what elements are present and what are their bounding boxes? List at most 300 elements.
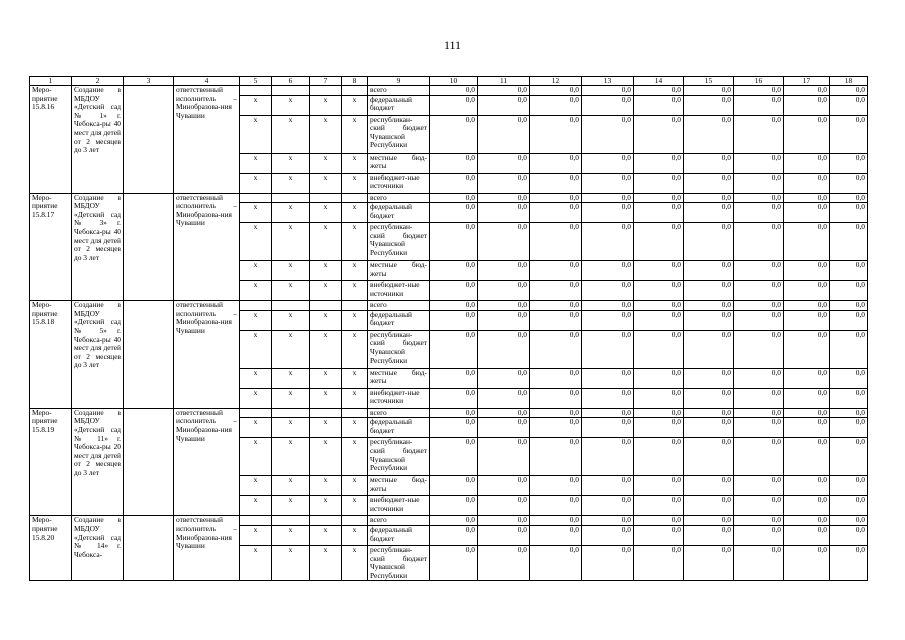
amount-cell: 0,0 xyxy=(530,368,582,388)
x-mark: x xyxy=(272,438,310,476)
code-cell xyxy=(272,301,310,311)
executor: ответственный исполнитель – Минобразова-ния Чувашии xyxy=(174,86,240,194)
x-mark: x xyxy=(272,545,310,580)
x-mark: x xyxy=(272,223,310,261)
amount-cell: 0,0 xyxy=(734,525,784,545)
x-mark: x xyxy=(272,496,310,516)
amount-cell: 0,0 xyxy=(830,545,868,580)
col-header: 3 xyxy=(124,77,174,86)
amount-cell: 0,0 xyxy=(784,418,830,438)
amount-cell: 0,0 xyxy=(784,281,830,301)
amount-cell: 0,0 xyxy=(784,86,830,96)
amount-cell: 0,0 xyxy=(582,281,634,301)
x-mark: x xyxy=(310,525,342,545)
amount-cell: 0,0 xyxy=(634,496,684,516)
x-mark: x xyxy=(240,545,272,580)
amount-cell: 0,0 xyxy=(634,95,684,115)
amount-cell: 0,0 xyxy=(830,496,868,516)
amount-cell: 0,0 xyxy=(478,173,530,193)
amount-cell: 0,0 xyxy=(684,476,734,496)
amount-cell: 0,0 xyxy=(530,310,582,330)
measure-code: Меро-приятие 15.8.18 xyxy=(30,301,72,409)
amount-cell: 0,0 xyxy=(734,115,784,153)
x-mark: x xyxy=(310,95,342,115)
amount-cell: 0,0 xyxy=(830,203,868,223)
amount-cell: 0,0 xyxy=(430,203,478,223)
code-cell xyxy=(342,193,368,203)
amount-cell: 0,0 xyxy=(582,86,634,96)
page-number: 111 xyxy=(443,38,462,52)
amount-cell: 0,0 xyxy=(634,408,684,418)
col-header: 17 xyxy=(784,77,830,86)
amount-cell: 0,0 xyxy=(734,95,784,115)
amount-cell: 0,0 xyxy=(734,223,784,261)
x-mark: x xyxy=(240,173,272,193)
amount-cell: 0,0 xyxy=(784,476,830,496)
x-mark: x xyxy=(272,525,310,545)
amount-cell: 0,0 xyxy=(734,330,784,368)
amount-cell: 0,0 xyxy=(684,418,734,438)
funding-row-total xyxy=(30,516,868,526)
amount-cell: 0,0 xyxy=(582,330,634,368)
x-mark: x xyxy=(240,115,272,153)
amount-cell: 0,0 xyxy=(430,223,478,261)
amount-cell: 0,0 xyxy=(430,95,478,115)
code-cell xyxy=(240,516,272,526)
x-mark: x xyxy=(272,418,310,438)
x-mark: x xyxy=(310,203,342,223)
code-cell xyxy=(342,408,368,418)
x-mark: x xyxy=(310,115,342,153)
x-mark: x xyxy=(272,95,310,115)
amount-cell: 0,0 xyxy=(784,95,830,115)
x-mark: x xyxy=(240,330,272,368)
col-header: 11 xyxy=(478,77,530,86)
x-mark: x xyxy=(272,173,310,193)
funding-row-total xyxy=(30,301,868,311)
code-cell xyxy=(272,408,310,418)
empty-cell xyxy=(124,86,174,194)
col-header: 10 xyxy=(430,77,478,86)
amount-cell: 0,0 xyxy=(784,330,830,368)
amount-cell: 0,0 xyxy=(582,95,634,115)
executor: ответственный исполнитель – Минобразова-ния Чувашии xyxy=(174,301,240,409)
amount-cell: 0,0 xyxy=(478,203,530,223)
x-mark: x xyxy=(240,476,272,496)
col-header: 13 xyxy=(582,77,634,86)
amount-cell: 0,0 xyxy=(582,223,634,261)
amount-cell: 0,0 xyxy=(582,173,634,193)
amount-cell: 0,0 xyxy=(784,153,830,173)
amount-cell: 0,0 xyxy=(430,173,478,193)
x-mark: x xyxy=(342,368,368,388)
amount-cell: 0,0 xyxy=(634,330,684,368)
funding-source-label: федеральный бюджет xyxy=(368,525,430,545)
amount-cell: 0,0 xyxy=(734,86,784,96)
amount-cell: 0,0 xyxy=(734,408,784,418)
amount-cell: 0,0 xyxy=(634,281,684,301)
x-mark: x xyxy=(240,310,272,330)
amount-cell: 0,0 xyxy=(734,418,784,438)
funding-source-label: республикан-ский бюджет Чувашской Республики xyxy=(368,545,430,580)
code-cell xyxy=(272,193,310,203)
col-header: 15 xyxy=(684,77,734,86)
funding-source-label: всего xyxy=(368,86,430,96)
amount-cell: 0,0 xyxy=(734,281,784,301)
amount-cell: 0,0 xyxy=(478,261,530,281)
amount-cell: 0,0 xyxy=(430,310,478,330)
amount-cell: 0,0 xyxy=(530,115,582,153)
amount-cell: 0,0 xyxy=(830,310,868,330)
amount-cell: 0,0 xyxy=(478,388,530,408)
amount-cell: 0,0 xyxy=(634,418,684,438)
measure-name: Создание в МБДОУ «Детский сад № 5» г. Чебокса-ры 40 мест для детей от 2 месяцев до 3 лет xyxy=(72,301,124,409)
amount-cell: 0,0 xyxy=(784,496,830,516)
amount-cell: 0,0 xyxy=(530,545,582,580)
amount-cell: 0,0 xyxy=(634,193,684,203)
amount-cell: 0,0 xyxy=(582,438,634,476)
amount-cell: 0,0 xyxy=(634,476,684,496)
amount-cell: 0,0 xyxy=(530,223,582,261)
amount-cell: 0,0 xyxy=(478,330,530,368)
amount-cell: 0,0 xyxy=(734,388,784,408)
amount-cell: 0,0 xyxy=(530,281,582,301)
amount-cell: 0,0 xyxy=(530,408,582,418)
amount-cell: 0,0 xyxy=(582,408,634,418)
amount-cell: 0,0 xyxy=(634,261,684,281)
amount-cell: 0,0 xyxy=(830,408,868,418)
col-header: 2 xyxy=(72,77,124,86)
amount-cell: 0,0 xyxy=(684,203,734,223)
amount-cell: 0,0 xyxy=(478,281,530,301)
amount-cell: 0,0 xyxy=(582,545,634,580)
amount-cell: 0,0 xyxy=(684,388,734,408)
funding-source-label: всего xyxy=(368,516,430,526)
amount-cell: 0,0 xyxy=(478,525,530,545)
col-header: 18 xyxy=(830,77,868,86)
amount-cell: 0,0 xyxy=(830,86,868,96)
x-mark: x xyxy=(272,115,310,153)
amount-cell: 0,0 xyxy=(784,173,830,193)
funding-row-total xyxy=(30,193,868,203)
amount-cell: 0,0 xyxy=(784,310,830,330)
amount-cell: 0,0 xyxy=(478,223,530,261)
amount-cell: 0,0 xyxy=(530,203,582,223)
amount-cell: 0,0 xyxy=(582,418,634,438)
x-mark: x xyxy=(342,496,368,516)
amount-cell: 0,0 xyxy=(582,388,634,408)
amount-cell: 0,0 xyxy=(530,193,582,203)
amount-cell: 0,0 xyxy=(530,95,582,115)
amount-cell: 0,0 xyxy=(582,496,634,516)
amount-cell: 0,0 xyxy=(530,330,582,368)
amount-cell: 0,0 xyxy=(582,516,634,526)
amount-cell: 0,0 xyxy=(430,496,478,516)
amount-cell: 0,0 xyxy=(684,173,734,193)
amount-cell: 0,0 xyxy=(634,173,684,193)
col-header: 12 xyxy=(530,77,582,86)
funding-source-label: местные бюд-жеты xyxy=(368,261,430,281)
amount-cell: 0,0 xyxy=(530,86,582,96)
x-mark: x xyxy=(310,388,342,408)
x-mark: x xyxy=(240,223,272,261)
code-cell xyxy=(272,86,310,96)
amount-cell: 0,0 xyxy=(734,368,784,388)
amount-cell: 0,0 xyxy=(582,203,634,223)
empty-cell xyxy=(124,301,174,409)
amount-cell: 0,0 xyxy=(634,545,684,580)
amount-cell: 0,0 xyxy=(430,330,478,368)
amount-cell: 0,0 xyxy=(530,261,582,281)
amount-cell: 0,0 xyxy=(830,95,868,115)
amount-cell: 0,0 xyxy=(582,476,634,496)
amount-cell: 0,0 xyxy=(734,438,784,476)
x-mark: x xyxy=(240,525,272,545)
measure-code: Меро-приятие 15.8.16 xyxy=(30,86,72,194)
x-mark: x xyxy=(272,261,310,281)
funding-source-label: всего xyxy=(368,408,430,418)
funding-source-label: внебюджет-ные источники xyxy=(368,496,430,516)
amount-cell: 0,0 xyxy=(684,281,734,301)
x-mark: x xyxy=(342,476,368,496)
amount-cell: 0,0 xyxy=(478,408,530,418)
amount-cell: 0,0 xyxy=(530,438,582,476)
code-cell xyxy=(272,516,310,526)
amount-cell: 0,0 xyxy=(684,115,734,153)
amount-cell: 0,0 xyxy=(684,438,734,476)
x-mark: x xyxy=(310,310,342,330)
executor: ответственный исполнитель – Минобразова-ния Чувашии xyxy=(174,516,240,581)
x-mark: x xyxy=(342,95,368,115)
amount-cell: 0,0 xyxy=(634,115,684,153)
amount-cell: 0,0 xyxy=(684,496,734,516)
x-mark: x xyxy=(342,545,368,580)
empty-cell xyxy=(124,516,174,581)
funding-source-label: республикан-ский бюджет Чувашской Республики xyxy=(368,330,430,368)
amount-cell: 0,0 xyxy=(530,496,582,516)
funding-source-label: местные бюд-жеты xyxy=(368,153,430,173)
code-cell xyxy=(240,86,272,96)
amount-cell: 0,0 xyxy=(734,193,784,203)
amount-cell: 0,0 xyxy=(634,223,684,261)
amount-cell: 0,0 xyxy=(430,525,478,545)
amount-cell: 0,0 xyxy=(684,408,734,418)
x-mark: x xyxy=(310,223,342,261)
code-cell xyxy=(240,408,272,418)
amount-cell: 0,0 xyxy=(634,388,684,408)
col-header: 1 xyxy=(30,77,72,86)
amount-cell: 0,0 xyxy=(430,418,478,438)
amount-cell: 0,0 xyxy=(830,173,868,193)
amount-cell: 0,0 xyxy=(684,330,734,368)
amount-cell: 0,0 xyxy=(430,281,478,301)
x-mark: x xyxy=(342,388,368,408)
amount-cell: 0,0 xyxy=(530,173,582,193)
funding-source-label: всего xyxy=(368,193,430,203)
amount-cell: 0,0 xyxy=(634,86,684,96)
col-header: 4 xyxy=(174,77,240,86)
amount-cell: 0,0 xyxy=(530,516,582,526)
amount-cell: 0,0 xyxy=(734,476,784,496)
col-header: 9 xyxy=(368,77,430,86)
x-mark: x xyxy=(310,496,342,516)
amount-cell: 0,0 xyxy=(830,368,868,388)
x-mark: x xyxy=(272,281,310,301)
x-mark: x xyxy=(342,203,368,223)
x-mark: x xyxy=(272,153,310,173)
amount-cell: 0,0 xyxy=(478,310,530,330)
code-cell xyxy=(310,86,342,96)
col-header: 7 xyxy=(310,77,342,86)
x-mark: x xyxy=(342,310,368,330)
amount-cell: 0,0 xyxy=(478,438,530,476)
funding-source-label: федеральный бюджет xyxy=(368,310,430,330)
amount-cell: 0,0 xyxy=(684,301,734,311)
funding-source-label: местные бюд-жеты xyxy=(368,476,430,496)
amount-cell: 0,0 xyxy=(784,261,830,281)
amount-cell: 0,0 xyxy=(582,368,634,388)
code-cell xyxy=(310,408,342,418)
amount-cell: 0,0 xyxy=(734,203,784,223)
x-mark: x xyxy=(240,496,272,516)
amount-cell: 0,0 xyxy=(684,86,734,96)
funding-source-label: внебюджет-ные источники xyxy=(368,388,430,408)
executor: ответственный исполнитель – Минобразова-ния Чувашии xyxy=(174,408,240,516)
amount-cell: 0,0 xyxy=(478,86,530,96)
x-mark: x xyxy=(342,525,368,545)
column-number-row xyxy=(30,77,868,86)
funding-source-label: федеральный бюджет xyxy=(368,418,430,438)
code-cell xyxy=(342,516,368,526)
amount-cell: 0,0 xyxy=(478,153,530,173)
amount-cell: 0,0 xyxy=(684,223,734,261)
amount-cell: 0,0 xyxy=(784,545,830,580)
amount-cell: 0,0 xyxy=(430,301,478,311)
amount-cell: 0,0 xyxy=(634,203,684,223)
x-mark: x xyxy=(240,388,272,408)
x-mark: x xyxy=(310,281,342,301)
amount-cell: 0,0 xyxy=(530,388,582,408)
amount-cell: 0,0 xyxy=(830,281,868,301)
x-mark: x xyxy=(342,438,368,476)
amount-cell: 0,0 xyxy=(478,516,530,526)
amount-cell: 0,0 xyxy=(734,496,784,516)
measure-name: Создание в МБДОУ «Детский сад № 3» г. Чебокса-ры 40 мест для детей от 2 месяцев до 3 лет xyxy=(72,193,124,301)
amount-cell: 0,0 xyxy=(582,261,634,281)
x-mark: x xyxy=(342,330,368,368)
amount-cell: 0,0 xyxy=(478,545,530,580)
amount-cell: 0,0 xyxy=(582,115,634,153)
amount-cell: 0,0 xyxy=(478,301,530,311)
empty-cell xyxy=(124,408,174,516)
x-mark: x xyxy=(310,153,342,173)
funding-row-total xyxy=(30,86,868,96)
funding-source-label: внебюджет-ные источники xyxy=(368,173,430,193)
x-mark: x xyxy=(272,368,310,388)
funding-source-label: республикан-ский бюджет Чувашской Республики xyxy=(368,223,430,261)
amount-cell: 0,0 xyxy=(830,418,868,438)
amount-cell: 0,0 xyxy=(830,115,868,153)
col-header: 8 xyxy=(342,77,368,86)
code-cell xyxy=(310,516,342,526)
amount-cell: 0,0 xyxy=(634,310,684,330)
funding-source-label: федеральный бюджет xyxy=(368,95,430,115)
amount-cell: 0,0 xyxy=(530,525,582,545)
amount-cell: 0,0 xyxy=(634,368,684,388)
amount-cell: 0,0 xyxy=(634,301,684,311)
col-header: 6 xyxy=(272,77,310,86)
amount-cell: 0,0 xyxy=(478,418,530,438)
col-header: 5 xyxy=(240,77,272,86)
amount-cell: 0,0 xyxy=(684,153,734,173)
amount-cell: 0,0 xyxy=(734,301,784,311)
amount-cell: 0,0 xyxy=(530,301,582,311)
x-mark: x xyxy=(342,223,368,261)
amount-cell: 0,0 xyxy=(830,388,868,408)
col-header: 16 xyxy=(734,77,784,86)
x-mark: x xyxy=(240,368,272,388)
amount-cell: 0,0 xyxy=(634,153,684,173)
funding-row-total xyxy=(30,408,868,418)
x-mark: x xyxy=(240,281,272,301)
amount-cell: 0,0 xyxy=(734,173,784,193)
x-mark: x xyxy=(272,310,310,330)
amount-cell: 0,0 xyxy=(430,516,478,526)
x-mark: x xyxy=(310,173,342,193)
amount-cell: 0,0 xyxy=(582,301,634,311)
measure-name: Создание в МБДОУ «Детский сад № 1» г. Чебокса-ры 40 мест для детей от 2 месяцев до 3 лет xyxy=(72,86,124,194)
amount-cell: 0,0 xyxy=(784,203,830,223)
code-cell xyxy=(342,86,368,96)
amount-cell: 0,0 xyxy=(684,516,734,526)
amount-cell: 0,0 xyxy=(430,115,478,153)
amount-cell: 0,0 xyxy=(830,330,868,368)
x-mark: x xyxy=(342,173,368,193)
x-mark: x xyxy=(342,115,368,153)
amount-cell: 0,0 xyxy=(734,153,784,173)
amount-cell: 0,0 xyxy=(784,368,830,388)
x-mark: x xyxy=(310,438,342,476)
x-mark: x xyxy=(272,330,310,368)
amount-cell: 0,0 xyxy=(830,223,868,261)
x-mark: x xyxy=(310,545,342,580)
code-cell xyxy=(342,301,368,311)
amount-cell: 0,0 xyxy=(634,525,684,545)
empty-cell xyxy=(124,193,174,301)
amount-cell: 0,0 xyxy=(684,545,734,580)
amount-cell: 0,0 xyxy=(830,516,868,526)
x-mark: x xyxy=(342,281,368,301)
amount-cell: 0,0 xyxy=(634,516,684,526)
amount-cell: 0,0 xyxy=(784,115,830,153)
amount-cell: 0,0 xyxy=(684,193,734,203)
amount-cell: 0,0 xyxy=(784,516,830,526)
measure-name: Создание в МБДОУ «Детский сад № 14» г. Чебокса- xyxy=(72,516,124,581)
amount-cell: 0,0 xyxy=(430,476,478,496)
amount-cell: 0,0 xyxy=(430,438,478,476)
amount-cell: 0,0 xyxy=(830,153,868,173)
amount-cell: 0,0 xyxy=(430,193,478,203)
amount-cell: 0,0 xyxy=(582,153,634,173)
amount-cell: 0,0 xyxy=(430,153,478,173)
x-mark: x xyxy=(272,476,310,496)
amount-cell: 0,0 xyxy=(784,388,830,408)
amount-cell: 0,0 xyxy=(734,310,784,330)
measure-name: Создание в МБДОУ «Детский сад № 11» г. Чебокса-ры 20 мест для детей от 2 месяцев до 3 лет xyxy=(72,408,124,516)
budget-table xyxy=(29,76,868,581)
amount-cell: 0,0 xyxy=(530,153,582,173)
amount-cell: 0,0 xyxy=(830,193,868,203)
